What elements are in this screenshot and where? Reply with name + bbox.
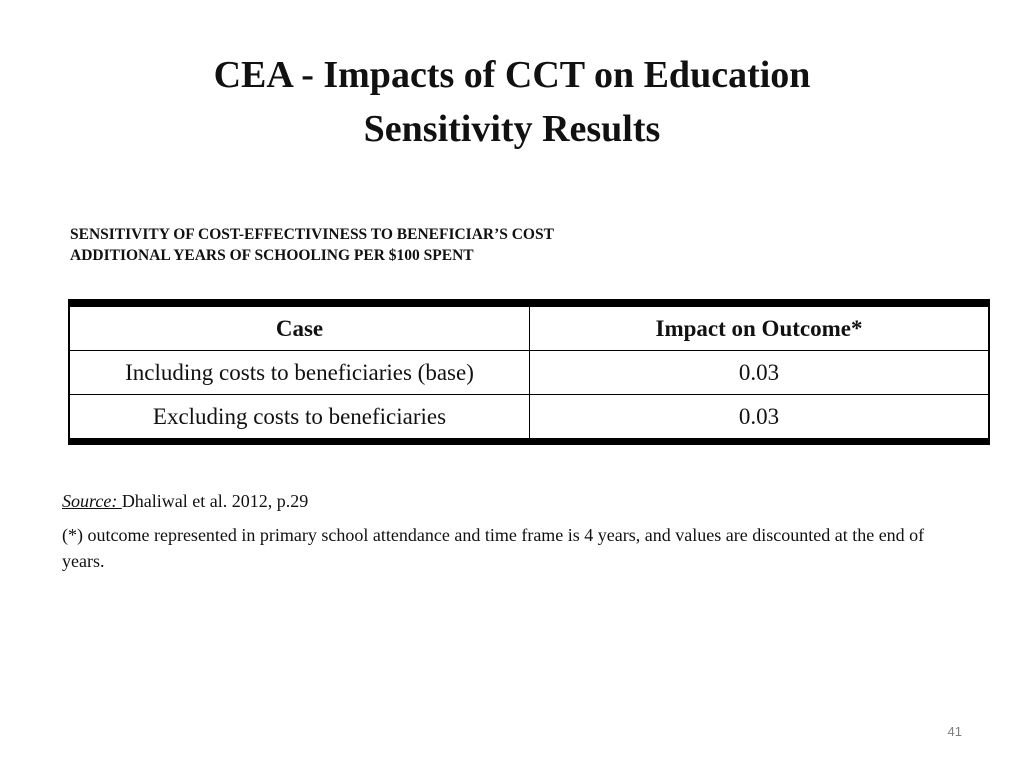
source-label: Source: <box>62 491 122 511</box>
source-text: Dhaliwal et al. 2012, p.29 <box>121 491 309 511</box>
cell-impact: 0.03 <box>530 351 990 395</box>
cell-impact: 0.03 <box>738 403 780 429</box>
table-row <box>69 351 989 395</box>
title-line-2: Sensitivity Results <box>363 108 661 150</box>
page-number: 41 <box>947 724 962 739</box>
header-case: Case <box>69 303 530 351</box>
results-table-container <box>68 299 990 445</box>
header-impact: Impact on Outcome* <box>530 303 990 351</box>
table-row <box>69 395 989 442</box>
footnote: (*) outcome represented in primary school attendance and time frame is 4 years, and values are discounted at the end of years. <box>62 525 925 571</box>
title-line-1: CEA - Impacts of CCT on Education <box>213 54 811 96</box>
cell-case: Including costs to beneficiaries (base) <box>69 351 530 395</box>
source-citation <box>62 489 308 513</box>
cell-case: Excluding costs to beneficiaries <box>69 395 530 442</box>
results-table <box>68 299 990 445</box>
caption-line-1: SENSITIVITY OF COST-EFFECTIVINESS TO BENEFICIAR’S COST <box>70 226 554 243</box>
table-caption <box>70 224 554 266</box>
slide-title <box>0 48 1024 156</box>
table-header-row <box>69 303 989 351</box>
caption-line-2: ADDITIONAL YEARS OF SCHOOLING PER $100 SPENT <box>70 247 474 264</box>
